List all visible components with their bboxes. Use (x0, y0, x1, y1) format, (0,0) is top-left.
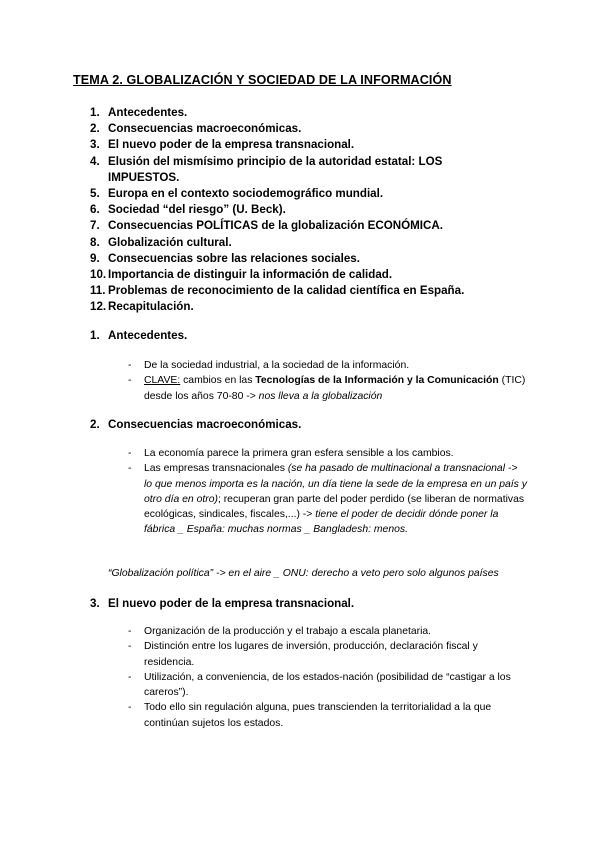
margin-note: “Globalización política” -> en el aire _ ONU: derecho a veto pero solo algunos países (108, 568, 499, 579)
bullet-dash: - (128, 360, 132, 371)
bullet-text: cambios en las (180, 375, 256, 387)
table-of-contents (90, 105, 510, 316)
section-heading (90, 596, 354, 612)
toc-item (90, 218, 510, 234)
bullet-item (128, 670, 528, 701)
toc-text: Consecuencias POLÍTICAS de la globalización ECONÓMICA. (108, 219, 443, 233)
bullet-italic-text: tiene el poder de decidir dónde poner la fábrica _ España: muchas normas _ Bangladesh: menos. (144, 509, 499, 536)
section-title: El nuevo poder de la empresa transnacional. (108, 597, 355, 610)
toc-number: 9. (90, 251, 100, 265)
bullet-dash: - (128, 641, 132, 653)
toc-item (90, 154, 510, 186)
bullet-italic-text: (se ha pasado de multinacional a transnacional -> lo que menos importa es la nación, un día tiene la sede de la empresa en un país y otro día en otro) (144, 463, 527, 505)
bullet-item (128, 358, 528, 373)
section-number: 1. (90, 329, 100, 342)
section-heading (90, 417, 301, 433)
toc-number: 11. (90, 284, 106, 298)
bullet-text: Utilización, a conveniencia, de los estados-nación (posibilidad de “castigar a los careros”). (144, 671, 511, 699)
toc-item (90, 299, 510, 315)
toc-number: 6. (90, 203, 100, 217)
clave-label: CLAVE: (144, 375, 181, 387)
toc-item (90, 235, 510, 251)
toc-item (90, 251, 510, 267)
toc-number: 7. (90, 219, 100, 233)
toc-text: Importancia de distinguir la información de calidad. (108, 268, 393, 282)
bullet-item (128, 373, 528, 404)
section-2-bullets (128, 446, 528, 538)
bullet-dash: - (128, 702, 132, 714)
bullet-dash: - (128, 671, 132, 683)
section-title: Consecuencias macroeconómicas. (108, 418, 302, 431)
bullet-text: (TIC) desde los años 70-80 -> (144, 375, 526, 402)
toc-text: Antecedentes. (108, 106, 188, 119)
toc-text: Consecuencias sobre las relaciones sociales. (108, 251, 360, 265)
toc-item (90, 283, 510, 299)
bullet-text: Las empresas transnacionales (144, 463, 288, 475)
bullet-item (128, 461, 528, 537)
section-number: 2. (90, 418, 100, 431)
section-number: 3. (90, 597, 100, 610)
toc-number: 5. (90, 187, 100, 201)
toc-number: 1. (90, 106, 100, 119)
bullet-text: La economía parece la primera gran esfera sensible a los cambios. (144, 448, 454, 459)
bullet-item (128, 446, 528, 461)
section-title: Antecedentes. (108, 329, 188, 342)
bullet-item (128, 639, 528, 670)
toc-text: Sociedad “del riesgo” (U. Beck). (108, 203, 286, 217)
bullet-dash: - (128, 463, 132, 475)
toc-text: Recapitulación. (108, 300, 194, 314)
section-1-bullets (128, 358, 528, 404)
toc-item (90, 186, 510, 202)
toc-number: 3. (90, 138, 100, 152)
section-3-bullets (128, 624, 528, 731)
bullet-item (128, 624, 528, 639)
toc-text: Europa en el contexto sociodemográfico mundial. (108, 187, 384, 201)
toc-item (90, 137, 510, 153)
bullet-item (128, 700, 528, 731)
toc-item (90, 202, 510, 218)
toc-number: 12. (90, 300, 107, 314)
toc-item (90, 267, 510, 283)
toc-number: 8. (90, 235, 100, 249)
toc-number: 2. (90, 122, 100, 136)
toc-text: El nuevo poder de la empresa transnacional. (108, 138, 355, 152)
toc-number: 10. (90, 268, 107, 282)
document-title: TEMA 2. GLOBALIZACIÓN Y SOCIEDAD DE LA INFORMACIÓN (73, 73, 452, 87)
section-heading (90, 328, 187, 344)
toc-text: Problemas de reconocimiento de la calidad científica en España. (108, 284, 465, 298)
bullet-italic-text: nos lleva a la globalización (258, 390, 383, 402)
toc-item (90, 121, 510, 137)
toc-number: 4. (90, 154, 100, 168)
toc-text: Globalización cultural. (108, 235, 232, 249)
bullet-dash: - (128, 448, 132, 459)
bullet-text: De la sociedad industrial, a la sociedad de la información. (144, 360, 410, 371)
bullet-dash: - (128, 626, 132, 637)
toc-text: Elusión del mismísimo principio de la autoridad estatal: LOS IMPUESTOS. (108, 154, 443, 184)
toc-text: Consecuencias macroeconómicas. (108, 122, 302, 136)
bullet-text: ; recuperan gran parte del poder perdido (se liberan de normativas ecológicas, sindicales, fiscales,...) -> (144, 493, 525, 521)
bullet-text: Todo ello sin regulación alguna, pues transcienden la territorialidad a la que continúan sujetos los estados. (144, 702, 492, 729)
bullet-dash: - (128, 375, 132, 387)
bullet-text: Distinción entre los lugares de inversión, producción, declaración fiscal y residencia. (144, 641, 478, 668)
bullet-bold-text: Tecnologías de la Información y la Comunicación (255, 375, 499, 387)
bullet-text: Organización de la producción y el trabajo a escala planetaria. (144, 626, 432, 637)
toc-item (90, 105, 510, 121)
